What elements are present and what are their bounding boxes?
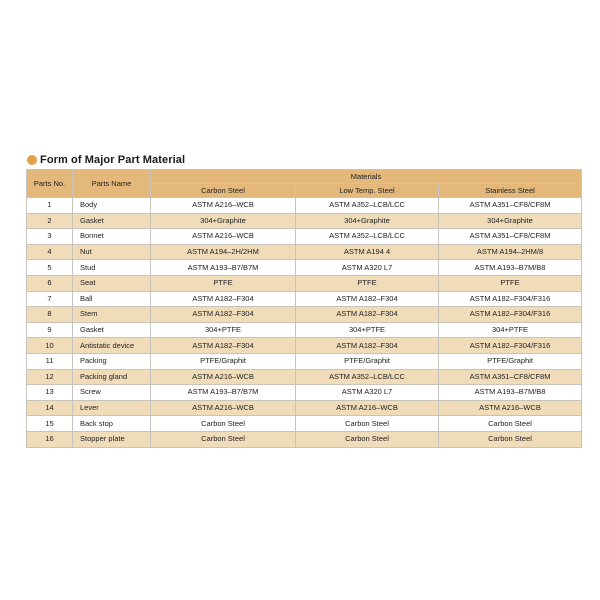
- cell-part-name: Packing gland: [73, 369, 151, 385]
- cell-part-no: 3: [27, 229, 73, 245]
- table-row: [27, 431, 582, 447]
- cell-part-no: 8: [27, 307, 73, 323]
- cell-stainless-steel: ASTM A182–F304/F316: [439, 338, 582, 354]
- cell-carbon-steel: ASTM A216–WCB: [151, 400, 296, 416]
- cell-carbon-steel: ASTM A182–F304: [151, 338, 296, 354]
- cell-carbon-steel: ASTM A216–WCB: [151, 198, 296, 214]
- cell-part-name: Nut: [73, 244, 151, 260]
- cell-stainless-steel: ASTM A216–WCB: [439, 400, 582, 416]
- table-row: [27, 416, 582, 432]
- cell-carbon-steel: ASTM A193–B7/B7M: [151, 260, 296, 276]
- header-low-temp-steel: Low Temp. Steel: [296, 184, 439, 198]
- cell-low-temp-steel: ASTM A320 L7: [296, 260, 439, 276]
- header-parts-name: Parts Name: [73, 170, 151, 198]
- cell-part-no: 13: [27, 385, 73, 401]
- cell-low-temp-steel: ASTM A216–WCB: [296, 400, 439, 416]
- cell-low-temp-steel: ASTM A182–F304: [296, 291, 439, 307]
- header-carbon-steel: Carbon Steel: [151, 184, 296, 198]
- cell-part-name: Seat: [73, 275, 151, 291]
- cell-part-no: 11: [27, 353, 73, 369]
- table-row: [27, 275, 582, 291]
- cell-stainless-steel: ASTM A182–F304/F316: [439, 291, 582, 307]
- cell-stainless-steel: Carbon Steel: [439, 416, 582, 432]
- cell-part-no: 12: [27, 369, 73, 385]
- table-row: [27, 260, 582, 276]
- cell-part-no: 5: [27, 260, 73, 276]
- cell-stainless-steel: 304+PTFE: [439, 322, 582, 338]
- table-body: [27, 198, 582, 448]
- table-row: [27, 400, 582, 416]
- cell-stainless-steel: ASTM A182–F304/F316: [439, 307, 582, 323]
- cell-part-name: Packing: [73, 353, 151, 369]
- table-row: [27, 307, 582, 323]
- cell-low-temp-steel: PTFE/Graphit: [296, 353, 439, 369]
- cell-carbon-steel: Carbon Steel: [151, 431, 296, 447]
- cell-part-no: 7: [27, 291, 73, 307]
- cell-low-temp-steel: PTFE: [296, 275, 439, 291]
- table-row: [27, 385, 582, 401]
- bullet-dot-icon: [27, 155, 37, 165]
- material-table-section: [26, 152, 581, 448]
- cell-low-temp-steel: ASTM A352–LCB/LCC: [296, 369, 439, 385]
- cell-stainless-steel: ASTM A351–CF8/CF8M: [439, 229, 582, 245]
- section-header: [26, 152, 581, 168]
- header-stainless-steel: Stainless Steel: [439, 184, 582, 198]
- cell-low-temp-steel: ASTM A352–LCB/LCC: [296, 229, 439, 245]
- cell-carbon-steel: ASTM A194–2H/2HM: [151, 244, 296, 260]
- cell-part-no: 10: [27, 338, 73, 354]
- table-row: [27, 353, 582, 369]
- table-row: [27, 291, 582, 307]
- cell-stainless-steel: ASTM A193–B7M/B8: [439, 385, 582, 401]
- table-row: [27, 213, 582, 229]
- cell-stainless-steel: Carbon Steel: [439, 431, 582, 447]
- cell-carbon-steel: PTFE/Graphit: [151, 353, 296, 369]
- cell-low-temp-steel: Carbon Steel: [296, 416, 439, 432]
- header-parts-no: Parts No.: [27, 170, 73, 198]
- table-row: [27, 198, 582, 214]
- cell-part-name: Body: [73, 198, 151, 214]
- cell-stainless-steel: PTFE: [439, 275, 582, 291]
- cell-part-name: Screw: [73, 385, 151, 401]
- cell-part-name: Lever: [73, 400, 151, 416]
- cell-stainless-steel: ASTM A194–2HM/8: [439, 244, 582, 260]
- cell-low-temp-steel: ASTM A352–LCB/LCC: [296, 198, 439, 214]
- cell-carbon-steel: 304+Graphite: [151, 213, 296, 229]
- cell-carbon-steel: ASTM A182–F304: [151, 291, 296, 307]
- cell-part-name: Ball: [73, 291, 151, 307]
- cell-low-temp-steel: ASTM A182–F304: [296, 338, 439, 354]
- cell-part-no: 14: [27, 400, 73, 416]
- cell-stainless-steel: ASTM A351–CF8/CF8M: [439, 198, 582, 214]
- cell-part-no: 6: [27, 275, 73, 291]
- cell-part-name: Back stop: [73, 416, 151, 432]
- cell-part-name: Antistatic device: [73, 338, 151, 354]
- cell-carbon-steel: PTFE: [151, 275, 296, 291]
- cell-stainless-steel: 304+Graphite: [439, 213, 582, 229]
- table-row: [27, 338, 582, 354]
- material-table: [26, 169, 582, 448]
- table-row: [27, 229, 582, 245]
- cell-carbon-steel: ASTM A216–WCB: [151, 229, 296, 245]
- cell-low-temp-steel: ASTM A320 L7: [296, 385, 439, 401]
- table-row: [27, 244, 582, 260]
- cell-low-temp-steel: ASTM A194 4: [296, 244, 439, 260]
- cell-part-name: Stud: [73, 260, 151, 276]
- cell-stainless-steel: PTFE/Graphit: [439, 353, 582, 369]
- cell-carbon-steel: 304+PTFE: [151, 322, 296, 338]
- cell-part-no: 4: [27, 244, 73, 260]
- cell-stainless-steel: ASTM A351–CF8/CF8M: [439, 369, 582, 385]
- cell-carbon-steel: ASTM A193–B7/B7M: [151, 385, 296, 401]
- section-title: Form of Major Part Material: [40, 154, 186, 166]
- cell-carbon-steel: Carbon Steel: [151, 416, 296, 432]
- cell-low-temp-steel: 304+Graphite: [296, 213, 439, 229]
- cell-part-no: 1: [27, 198, 73, 214]
- cell-low-temp-steel: Carbon Steel: [296, 431, 439, 447]
- cell-part-no: 16: [27, 431, 73, 447]
- cell-stainless-steel: ASTM A193–B7M/B8: [439, 260, 582, 276]
- cell-carbon-steel: ASTM A182–F304: [151, 307, 296, 323]
- table-row: [27, 322, 582, 338]
- cell-low-temp-steel: 304+PTFE: [296, 322, 439, 338]
- cell-carbon-steel: ASTM A216–WCB: [151, 369, 296, 385]
- cell-part-name: Bonnet: [73, 229, 151, 245]
- table-row: [27, 369, 582, 385]
- cell-low-temp-steel: ASTM A182–F304: [296, 307, 439, 323]
- cell-part-no: 2: [27, 213, 73, 229]
- header-materials: Materials: [151, 170, 582, 184]
- cell-part-name: Stopper plate: [73, 431, 151, 447]
- cell-part-no: 15: [27, 416, 73, 432]
- cell-part-no: 9: [27, 322, 73, 338]
- cell-part-name: Stem: [73, 307, 151, 323]
- cell-part-name: Gasket: [73, 213, 151, 229]
- cell-part-name: Gasket: [73, 322, 151, 338]
